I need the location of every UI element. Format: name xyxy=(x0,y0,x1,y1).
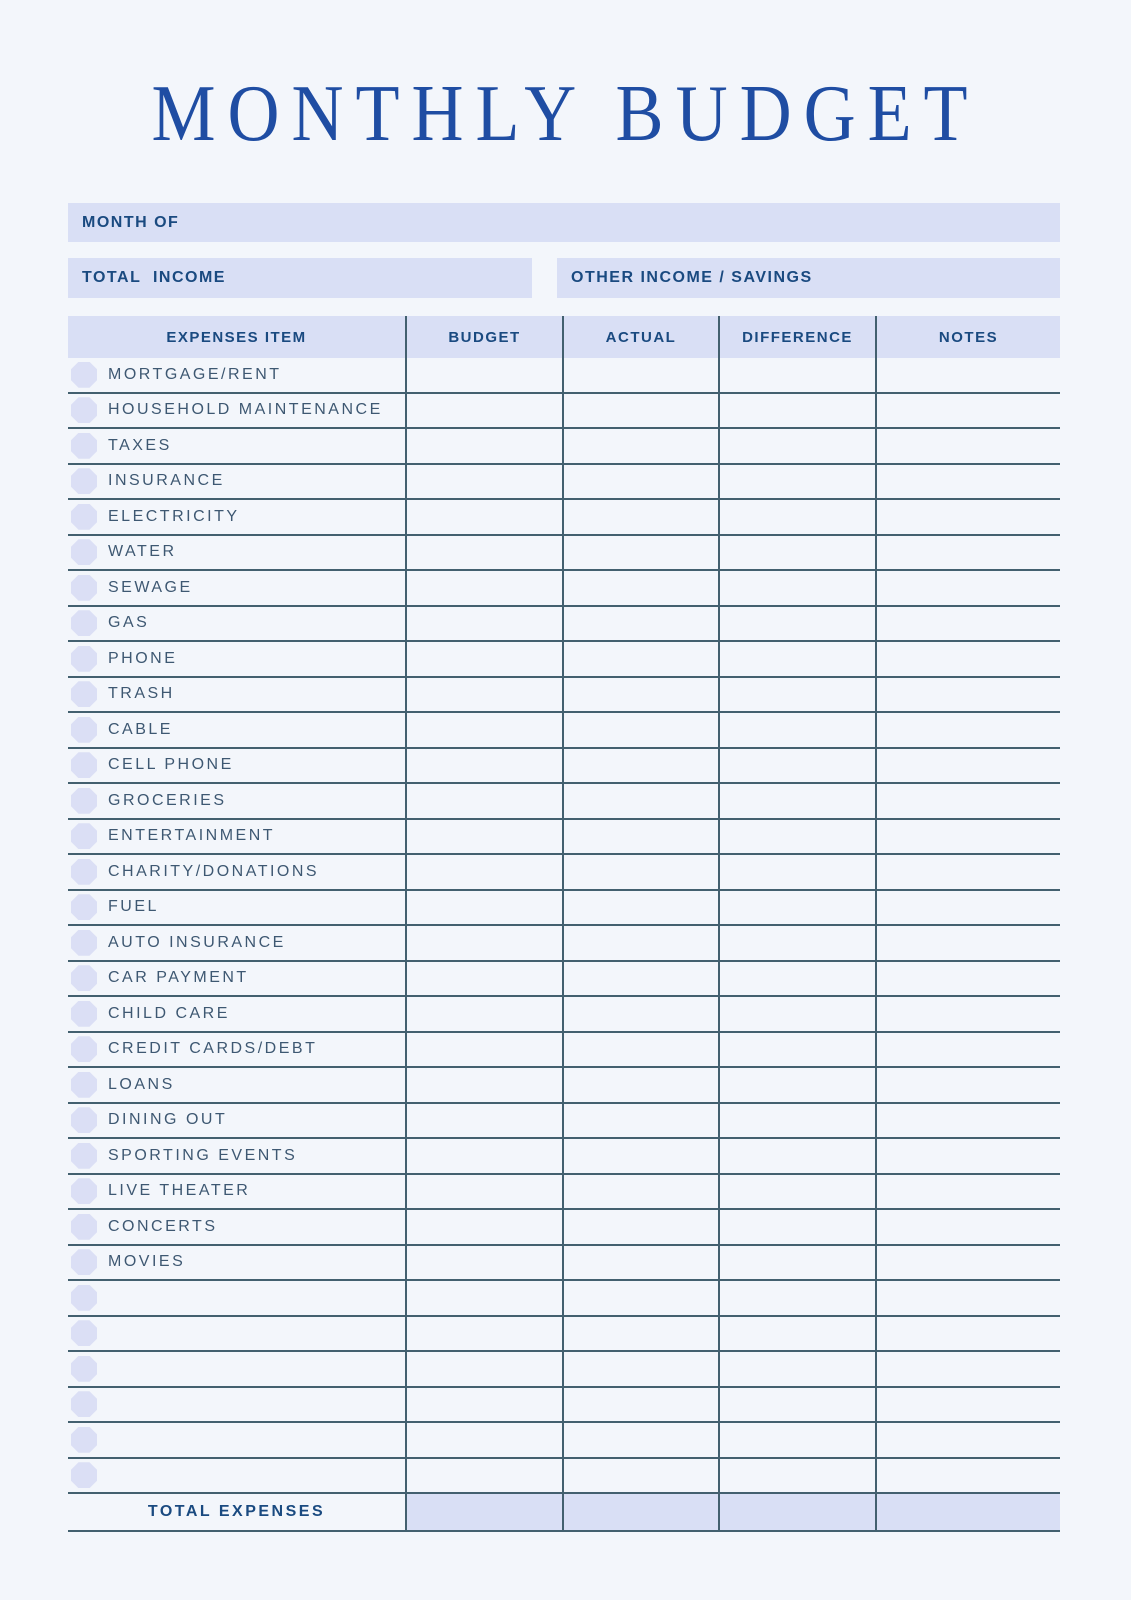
difference-cell[interactable] xyxy=(718,607,875,641)
expense-item-cell[interactable] xyxy=(68,926,405,960)
notes-cell[interactable] xyxy=(875,820,1060,854)
budget-cell[interactable] xyxy=(405,855,562,889)
expense-row xyxy=(68,642,1060,678)
notes-cell[interactable] xyxy=(875,465,1060,499)
notes-cell[interactable] xyxy=(875,536,1060,570)
octagon-bullet-icon xyxy=(71,1072,97,1098)
budget-cell[interactable] xyxy=(405,500,562,534)
expense-item-cell[interactable] xyxy=(68,500,405,534)
total-expenses-label: TOTAL EXPENSES xyxy=(147,1503,326,1520)
octagon-bullet-icon xyxy=(71,1285,97,1311)
budget-cell[interactable] xyxy=(405,1104,562,1138)
expense-item-cell[interactable] xyxy=(68,1139,405,1173)
actual-cell[interactable] xyxy=(562,536,718,570)
difference-cell[interactable] xyxy=(718,1459,875,1493)
other-income-savings-label: OTHER INCOME / SAVINGS xyxy=(571,269,813,286)
actual-cell[interactable] xyxy=(562,607,718,641)
expense-row xyxy=(68,394,1060,430)
expense-item-label: GROCERIES xyxy=(108,791,227,809)
notes-cell[interactable] xyxy=(875,1068,1060,1102)
expense-item-cell[interactable] xyxy=(68,891,405,925)
difference-cell[interactable] xyxy=(718,1246,875,1280)
notes-cell[interactable] xyxy=(875,1423,1060,1457)
expense-row xyxy=(68,571,1060,607)
expense-item-label: MORTGAGE/RENT xyxy=(108,365,282,383)
notes-cell[interactable] xyxy=(875,855,1060,889)
difference-cell[interactable] xyxy=(718,1352,875,1386)
table-body xyxy=(68,358,1060,1494)
actual-cell[interactable] xyxy=(562,1068,718,1102)
actual-cell[interactable] xyxy=(562,500,718,534)
expense-row xyxy=(68,855,1060,891)
difference-cell[interactable] xyxy=(718,1423,875,1457)
actual-cell[interactable] xyxy=(562,1139,718,1173)
octagon-bullet-icon xyxy=(71,1214,97,1240)
budget-cell[interactable] xyxy=(405,820,562,854)
month-of-field[interactable] xyxy=(68,203,1060,242)
expense-row xyxy=(68,749,1060,785)
header-budget: BUDGET xyxy=(405,316,562,358)
octagon-bullet-icon xyxy=(71,575,97,601)
notes-cell[interactable] xyxy=(875,678,1060,712)
budget-cell[interactable] xyxy=(405,1139,562,1173)
notes-cell[interactable] xyxy=(875,1246,1060,1280)
difference-cell[interactable] xyxy=(718,500,875,534)
expense-row xyxy=(68,1246,1060,1282)
total-notes-cell[interactable] xyxy=(875,1494,1060,1530)
expense-item-label: ELECTRICITY xyxy=(108,507,240,525)
octagon-bullet-icon xyxy=(71,1036,97,1062)
difference-cell[interactable] xyxy=(718,465,875,499)
expense-item-label: LIVE THEATER xyxy=(108,1182,251,1200)
actual-cell[interactable] xyxy=(562,1459,718,1493)
expense-item-cell[interactable] xyxy=(68,1352,405,1386)
difference-cell[interactable] xyxy=(718,784,875,818)
header-notes: NOTES xyxy=(875,316,1060,358)
budget-cell[interactable] xyxy=(405,1388,562,1422)
total-difference-cell[interactable] xyxy=(718,1494,875,1530)
empty-expense-row xyxy=(68,1352,1060,1388)
expense-item-cell[interactable] xyxy=(68,749,405,783)
expense-item-cell[interactable] xyxy=(68,962,405,996)
expense-item-cell[interactable] xyxy=(68,1068,405,1102)
budget-cell[interactable] xyxy=(405,1281,562,1315)
actual-cell[interactable] xyxy=(562,1317,718,1351)
notes-cell[interactable] xyxy=(875,571,1060,605)
expense-item-label: DINING OUT xyxy=(108,1111,228,1129)
expense-item-cell[interactable] xyxy=(68,820,405,854)
month-of-label: MONTH OF xyxy=(82,213,180,231)
budget-cell[interactable] xyxy=(405,1068,562,1102)
expense-item-label: AUTO INSURANCE xyxy=(108,933,286,951)
budget-cell[interactable] xyxy=(405,1033,562,1067)
notes-cell[interactable] xyxy=(875,1388,1060,1422)
expense-row xyxy=(68,1033,1060,1069)
actual-cell[interactable] xyxy=(562,642,718,676)
actual-cell[interactable] xyxy=(562,962,718,996)
actual-cell[interactable] xyxy=(562,926,718,960)
expense-row xyxy=(68,358,1060,394)
empty-expense-row xyxy=(68,1423,1060,1459)
actual-cell[interactable] xyxy=(562,784,718,818)
expense-row xyxy=(68,500,1060,536)
expense-row xyxy=(68,997,1060,1033)
octagon-bullet-icon xyxy=(71,859,97,885)
expense-item-label: GAS xyxy=(108,614,150,632)
notes-cell[interactable] xyxy=(875,429,1060,463)
difference-cell[interactable] xyxy=(718,1033,875,1067)
budget-cell[interactable] xyxy=(405,429,562,463)
expense-item-cell[interactable] xyxy=(68,1281,405,1315)
budget-cell[interactable] xyxy=(405,1210,562,1244)
expense-item-cell[interactable] xyxy=(68,1175,405,1209)
expense-item-label: TAXES xyxy=(108,436,172,454)
actual-cell[interactable] xyxy=(562,1210,718,1244)
expense-item-label: CABLE xyxy=(108,720,173,738)
difference-cell[interactable] xyxy=(718,358,875,392)
octagon-bullet-icon xyxy=(71,362,97,388)
difference-cell[interactable] xyxy=(718,997,875,1031)
difference-cell[interactable] xyxy=(718,1175,875,1209)
expense-item-cell[interactable] xyxy=(68,394,405,428)
empty-expense-row xyxy=(68,1281,1060,1317)
notes-cell[interactable] xyxy=(875,1139,1060,1173)
expense-item-cell[interactable] xyxy=(68,784,405,818)
actual-cell[interactable] xyxy=(562,394,718,428)
expense-item-label: CREDIT CARDS/DEBT xyxy=(108,1040,318,1058)
octagon-bullet-icon xyxy=(71,397,97,423)
budget-cell[interactable] xyxy=(405,607,562,641)
expense-item-cell[interactable] xyxy=(68,713,405,747)
actual-cell[interactable] xyxy=(562,678,718,712)
notes-cell[interactable] xyxy=(875,394,1060,428)
actual-cell[interactable] xyxy=(562,855,718,889)
header-difference: DIFFERENCE xyxy=(718,316,875,358)
octagon-bullet-icon xyxy=(71,1391,97,1417)
expense-item-label: INSURANCE xyxy=(108,472,225,490)
octagon-bullet-icon xyxy=(71,752,97,778)
budget-cell[interactable] xyxy=(405,678,562,712)
expense-item-cell[interactable] xyxy=(68,607,405,641)
expense-row xyxy=(68,962,1060,998)
notes-cell[interactable] xyxy=(875,1175,1060,1209)
actual-cell[interactable] xyxy=(562,749,718,783)
expense-row xyxy=(68,536,1060,572)
actual-cell[interactable] xyxy=(562,429,718,463)
expense-item-cell[interactable] xyxy=(68,1033,405,1067)
total-expenses-row xyxy=(68,1494,1060,1532)
octagon-bullet-icon xyxy=(71,1356,97,1382)
octagon-bullet-icon xyxy=(71,894,97,920)
empty-expense-row xyxy=(68,1459,1060,1495)
difference-cell[interactable] xyxy=(718,855,875,889)
expense-item-cell[interactable] xyxy=(68,1104,405,1138)
expense-item-cell[interactable] xyxy=(68,1246,405,1280)
difference-cell[interactable] xyxy=(718,1388,875,1422)
total-actual-cell[interactable] xyxy=(562,1494,718,1530)
budget-cell[interactable] xyxy=(405,997,562,1031)
expense-item-label: FUEL xyxy=(108,898,159,916)
notes-cell[interactable] xyxy=(875,749,1060,783)
expense-item-label: LOANS xyxy=(108,1075,175,1093)
actual-cell[interactable] xyxy=(562,1388,718,1422)
expenses-table xyxy=(68,316,1060,1532)
difference-cell[interactable] xyxy=(718,713,875,747)
notes-cell[interactable] xyxy=(875,713,1060,747)
octagon-bullet-icon xyxy=(71,1462,97,1488)
expense-item-label: WATER xyxy=(108,543,177,561)
expense-item-label: SEWAGE xyxy=(108,578,193,596)
difference-cell[interactable] xyxy=(718,536,875,570)
expense-item-cell[interactable] xyxy=(68,358,405,392)
expense-row xyxy=(68,784,1060,820)
actual-cell[interactable] xyxy=(562,465,718,499)
budget-cell[interactable] xyxy=(405,713,562,747)
octagon-bullet-icon xyxy=(71,1178,97,1204)
expense-row xyxy=(68,1104,1060,1140)
octagon-bullet-icon xyxy=(71,1001,97,1027)
octagon-bullet-icon xyxy=(71,823,97,849)
expense-item-label: PHONE xyxy=(108,649,178,667)
expense-row xyxy=(68,820,1060,856)
notes-cell[interactable] xyxy=(875,1317,1060,1351)
notes-cell[interactable] xyxy=(875,891,1060,925)
octagon-bullet-icon xyxy=(71,930,97,956)
expense-row xyxy=(68,1210,1060,1246)
budget-cell[interactable] xyxy=(405,536,562,570)
notes-cell[interactable] xyxy=(875,784,1060,818)
notes-cell[interactable] xyxy=(875,1281,1060,1315)
expense-item-label: CHARITY/DONATIONS xyxy=(108,862,320,880)
budget-cell[interactable] xyxy=(405,465,562,499)
budget-cell[interactable] xyxy=(405,1246,562,1280)
difference-cell[interactable] xyxy=(718,1317,875,1351)
budget-cell[interactable] xyxy=(405,1317,562,1351)
expense-row xyxy=(68,1139,1060,1175)
budget-cell[interactable] xyxy=(405,891,562,925)
difference-cell[interactable] xyxy=(718,926,875,960)
actual-cell[interactable] xyxy=(562,1352,718,1386)
actual-cell[interactable] xyxy=(562,1423,718,1457)
difference-cell[interactable] xyxy=(718,749,875,783)
difference-cell[interactable] xyxy=(718,429,875,463)
expense-item-label: MOVIES xyxy=(108,1253,186,1271)
expense-row xyxy=(68,429,1060,465)
expense-item-cell[interactable] xyxy=(68,1388,405,1422)
budget-cell[interactable] xyxy=(405,1459,562,1493)
octagon-bullet-icon xyxy=(71,1107,97,1133)
actual-cell[interactable] xyxy=(562,571,718,605)
total-income-label: TOTAL INCOME xyxy=(82,269,226,286)
difference-cell[interactable] xyxy=(718,1139,875,1173)
difference-cell[interactable] xyxy=(718,962,875,996)
notes-cell[interactable] xyxy=(875,642,1060,676)
difference-cell[interactable] xyxy=(718,1068,875,1102)
notes-cell[interactable] xyxy=(875,1104,1060,1138)
budget-cell[interactable] xyxy=(405,926,562,960)
expense-item-label: TRASH xyxy=(108,685,175,703)
octagon-bullet-icon xyxy=(71,468,97,494)
octagon-bullet-icon xyxy=(71,788,97,814)
difference-cell[interactable] xyxy=(718,678,875,712)
budget-cell[interactable] xyxy=(405,1423,562,1457)
budget-cell[interactable] xyxy=(405,749,562,783)
difference-cell[interactable] xyxy=(718,820,875,854)
notes-cell[interactable] xyxy=(875,926,1060,960)
notes-cell[interactable] xyxy=(875,962,1060,996)
octagon-bullet-icon xyxy=(71,539,97,565)
notes-cell[interactable] xyxy=(875,1210,1060,1244)
expense-item-cell[interactable] xyxy=(68,465,405,499)
expense-item-cell[interactable] xyxy=(68,571,405,605)
page-title: MONTHLY BUDGET xyxy=(151,68,980,158)
expense-row xyxy=(68,891,1060,927)
octagon-bullet-icon xyxy=(71,504,97,530)
expense-item-cell[interactable] xyxy=(68,429,405,463)
expense-item-cell[interactable] xyxy=(68,678,405,712)
expense-item-label: CHILD CARE xyxy=(108,1004,230,1022)
header-expenses-item: EXPENSES ITEM xyxy=(166,328,307,346)
octagon-bullet-icon xyxy=(71,610,97,636)
expense-row xyxy=(68,607,1060,643)
notes-cell[interactable] xyxy=(875,997,1060,1031)
actual-cell[interactable] xyxy=(562,1033,718,1067)
octagon-bullet-icon xyxy=(71,433,97,459)
octagon-bullet-icon xyxy=(71,646,97,672)
octagon-bullet-icon xyxy=(71,965,97,991)
header-actual: ACTUAL xyxy=(562,316,718,358)
expense-row xyxy=(68,713,1060,749)
budget-cell[interactable] xyxy=(405,784,562,818)
expense-item-cell[interactable] xyxy=(68,1459,405,1493)
budget-cell[interactable] xyxy=(405,394,562,428)
other-income-savings-field[interactable] xyxy=(557,258,1060,298)
difference-cell[interactable] xyxy=(718,571,875,605)
total-income-field[interactable] xyxy=(68,258,532,298)
expense-item-cell[interactable] xyxy=(68,642,405,676)
actual-cell[interactable] xyxy=(562,891,718,925)
actual-cell[interactable] xyxy=(562,1175,718,1209)
budget-cell[interactable] xyxy=(405,1352,562,1386)
expense-row xyxy=(68,678,1060,714)
budget-cell[interactable] xyxy=(405,571,562,605)
actual-cell[interactable] xyxy=(562,358,718,392)
notes-cell[interactable] xyxy=(875,1459,1060,1493)
expense-item-cell[interactable] xyxy=(68,536,405,570)
notes-cell[interactable] xyxy=(875,1352,1060,1386)
actual-cell[interactable] xyxy=(562,713,718,747)
budget-cell[interactable] xyxy=(405,358,562,392)
actual-cell[interactable] xyxy=(562,1281,718,1315)
expense-item-label: CELL PHONE xyxy=(108,756,234,774)
expense-row xyxy=(68,1068,1060,1104)
difference-cell[interactable] xyxy=(718,1104,875,1138)
expense-item-cell[interactable] xyxy=(68,1210,405,1244)
notes-cell[interactable] xyxy=(875,607,1060,641)
notes-cell[interactable] xyxy=(875,358,1060,392)
octagon-bullet-icon xyxy=(71,681,97,707)
expense-item-cell[interactable] xyxy=(68,1317,405,1351)
budget-cell[interactable] xyxy=(405,962,562,996)
expense-row xyxy=(68,1175,1060,1211)
expense-row xyxy=(68,926,1060,962)
expense-item-label: SPORTING EVENTS xyxy=(108,1146,298,1164)
expense-item-cell[interactable] xyxy=(68,997,405,1031)
actual-cell[interactable] xyxy=(562,1104,718,1138)
budget-cell[interactable] xyxy=(405,1175,562,1209)
octagon-bullet-icon xyxy=(71,1143,97,1169)
table-header-row xyxy=(68,316,1060,358)
expense-item-cell[interactable] xyxy=(68,855,405,889)
octagon-bullet-icon xyxy=(71,1320,97,1346)
difference-cell[interactable] xyxy=(718,1281,875,1315)
total-budget-cell[interactable] xyxy=(405,1494,562,1530)
expense-item-label: ENTERTAINMENT xyxy=(108,827,276,845)
octagon-bullet-icon xyxy=(71,1249,97,1275)
actual-cell[interactable] xyxy=(562,1246,718,1280)
difference-cell[interactable] xyxy=(718,642,875,676)
budget-cell[interactable] xyxy=(405,642,562,676)
octagon-bullet-icon xyxy=(71,717,97,743)
octagon-bullet-icon xyxy=(71,1427,97,1453)
actual-cell[interactable] xyxy=(562,997,718,1031)
difference-cell[interactable] xyxy=(718,891,875,925)
difference-cell[interactable] xyxy=(718,394,875,428)
expense-item-label: HOUSEHOLD MAINTENANCE xyxy=(108,401,383,419)
expense-item-label: CONCERTS xyxy=(108,1217,218,1235)
empty-expense-row xyxy=(68,1317,1060,1353)
expense-item-label: CAR PAYMENT xyxy=(108,969,249,987)
notes-cell[interactable] xyxy=(875,500,1060,534)
notes-cell[interactable] xyxy=(875,1033,1060,1067)
expense-item-cell[interactable] xyxy=(68,1423,405,1457)
actual-cell[interactable] xyxy=(562,820,718,854)
expense-row xyxy=(68,465,1060,501)
difference-cell[interactable] xyxy=(718,1210,875,1244)
empty-expense-row xyxy=(68,1388,1060,1424)
